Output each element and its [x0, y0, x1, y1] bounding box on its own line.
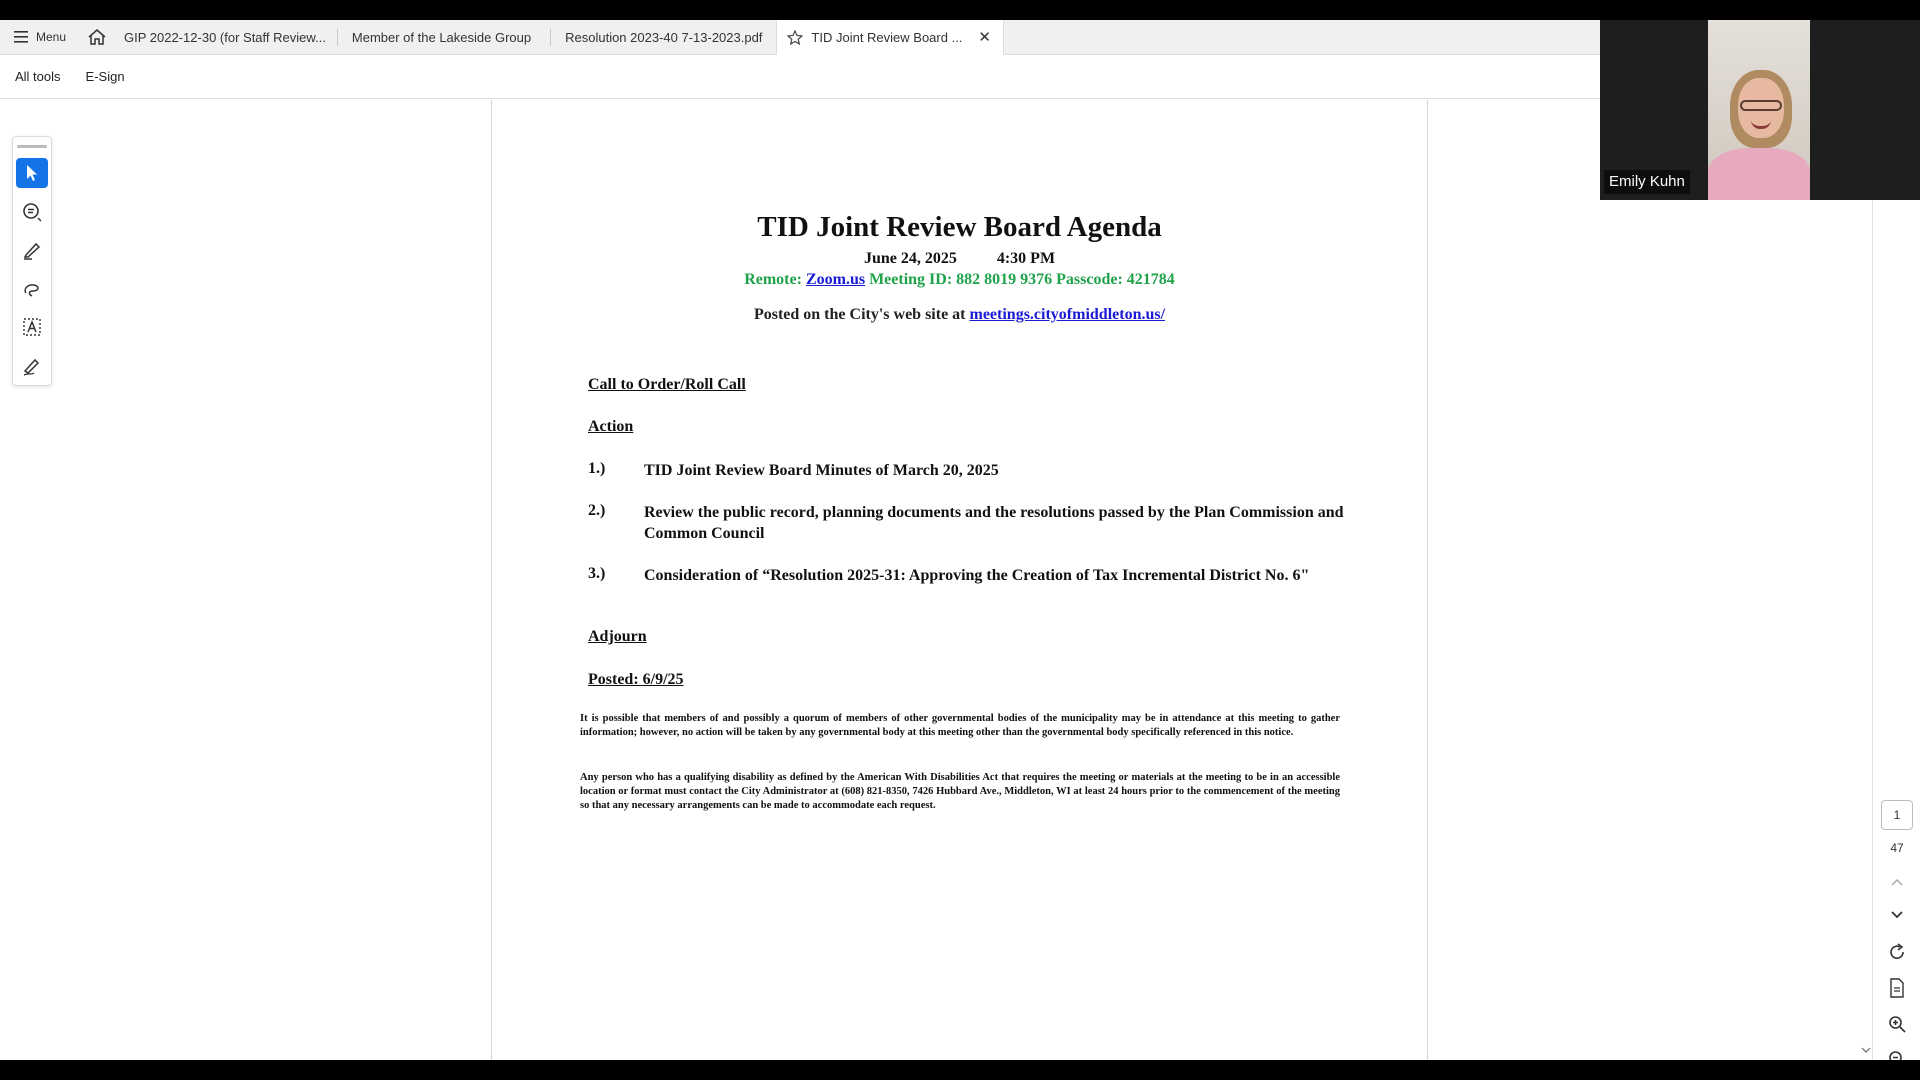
text-select-tool-button[interactable]	[16, 312, 48, 343]
tab-gip[interactable]	[114, 20, 338, 55]
highlight-pen-icon	[22, 240, 42, 260]
agenda-title: TID Joint Review Board Agenda	[757, 211, 1162, 243]
action-heading: Action	[588, 418, 634, 435]
posted-date: Posted: 6/9/25	[588, 671, 684, 688]
video-participant-tile[interactable]	[1600, 20, 1920, 200]
item-number: 2.)	[588, 502, 606, 519]
zoom-in-icon[interactable]	[1885, 1012, 1909, 1036]
home-icon	[88, 29, 106, 45]
agenda-item-1	[588, 460, 1348, 481]
tab-lakeside[interactable]	[338, 20, 551, 55]
sign-icon	[22, 356, 42, 376]
zoom-link[interactable]: Zoom.us	[805, 271, 866, 288]
draw-tool-button[interactable]	[16, 273, 48, 304]
tab-resolution[interactable]	[551, 20, 776, 55]
posted-prefix: Posted on the City's web site at	[753, 306, 970, 323]
bottom-black-bar	[0, 1060, 1920, 1080]
meeting-date: June 24, 2025	[863, 250, 957, 267]
item-number: 3.)	[588, 565, 606, 582]
meeting-datetime	[492, 250, 1427, 268]
pdf-page	[491, 100, 1428, 1060]
remote-info	[492, 271, 1427, 289]
vertical-scrollbar[interactable]	[1860, 100, 1872, 1060]
next-page-icon[interactable]	[1885, 903, 1909, 927]
text-select-icon	[22, 317, 42, 337]
agenda-item-2	[588, 502, 1348, 544]
hamburger-icon	[14, 31, 28, 43]
comment-tool-button[interactable]	[16, 196, 48, 227]
adjourn-heading: Adjourn	[588, 628, 647, 645]
menu-button[interactable]	[0, 20, 80, 55]
meeting-time: 4:30 PM	[996, 250, 1056, 267]
quorum-notice: It is possible that members of and possibly a quorum of members of other governmental bodies of the municipality may be in attendance at this meeting to gather information; however, no action will be taken by any governmental body at this meeting other than the governmental body specifically referenced in this notice.	[580, 713, 1340, 738]
menu-label: Menu	[36, 30, 67, 44]
rail-grip[interactable]	[17, 145, 47, 148]
item-text: Review the public record, planning documents and the resolutions passed by the Plan Commission and Common Council	[644, 504, 1344, 542]
close-icon[interactable]: ✕	[978, 29, 991, 46]
item-number: 1.)	[588, 460, 606, 477]
meetings-website-link[interactable]: meetings.cityofmiddleton.us/	[969, 306, 1166, 323]
page-fit-icon[interactable]	[1885, 976, 1909, 1000]
tool-rail	[12, 136, 52, 386]
right-sidebar	[1872, 100, 1920, 1060]
esign-button[interactable]: E-Sign	[85, 69, 125, 84]
select-cursor-icon	[24, 164, 40, 182]
tab-title: GIP 2022-12-30 (for Staff Review...	[124, 29, 326, 45]
call-to-order-heading: Call to Order/Roll Call	[588, 376, 746, 393]
current-page-input[interactable]: 1	[1881, 800, 1913, 830]
tab-title: Member of the Lakeside Group	[351, 29, 532, 45]
document-viewport[interactable]	[0, 100, 1872, 1060]
rotate-icon[interactable]	[1885, 940, 1909, 964]
zoom-out-icon[interactable]	[1885, 1047, 1909, 1060]
tab-tid-agenda[interactable]	[776, 20, 1004, 55]
agenda-item-3	[588, 565, 1348, 586]
scroll-down-arrow-icon[interactable]	[1860, 1046, 1872, 1056]
item-text: TID Joint Review Board Minutes of March 20, 2025	[644, 462, 999, 479]
total-pages: 47	[1890, 841, 1904, 855]
sign-tool-button[interactable]	[16, 350, 48, 381]
item-text: Consideration of “Resolution 2025-31: Approving the Creation of Tax Incremental District No. 6"	[644, 567, 1310, 584]
ada-notice: Any person who has a qualifying disability as defined by the American With Disabilities Act that requires the meeting or materials at the meeting to be in an accessible location or format must contact the City Administrator at (608) 821-8350, 7426 Hubbard Ave., Middleton, WI at least 24 hours prior to the commencement of the meeting so that any necessary arrangements can be made to accommodate each request.	[580, 772, 1340, 811]
meeting-id-text: Meeting ID: 882 8019 9376 Passcode: 421784	[865, 271, 1175, 288]
posted-website-line	[492, 306, 1427, 324]
highlight-tool-button[interactable]	[16, 235, 48, 266]
home-button[interactable]	[80, 20, 114, 55]
participant-video	[1708, 20, 1810, 200]
remote-prefix: Remote:	[744, 271, 806, 288]
pdf-viewer-app	[0, 20, 1920, 1060]
tab-title: Resolution 2023-40 7-13-2023.pdf	[565, 29, 763, 45]
top-toolbar	[0, 55, 1600, 99]
all-tools-button[interactable]: All tools	[15, 69, 61, 84]
tab-title: TID Joint Review Board ...	[811, 29, 963, 45]
select-tool-button[interactable]	[16, 158, 48, 189]
star-icon[interactable]	[787, 30, 803, 45]
participant-name: Emily Kuhn	[1604, 170, 1690, 194]
comment-icon	[22, 202, 42, 222]
tab-bar	[0, 20, 1600, 55]
previous-page-icon[interactable]	[1885, 870, 1909, 894]
draw-freehand-icon	[22, 279, 42, 299]
